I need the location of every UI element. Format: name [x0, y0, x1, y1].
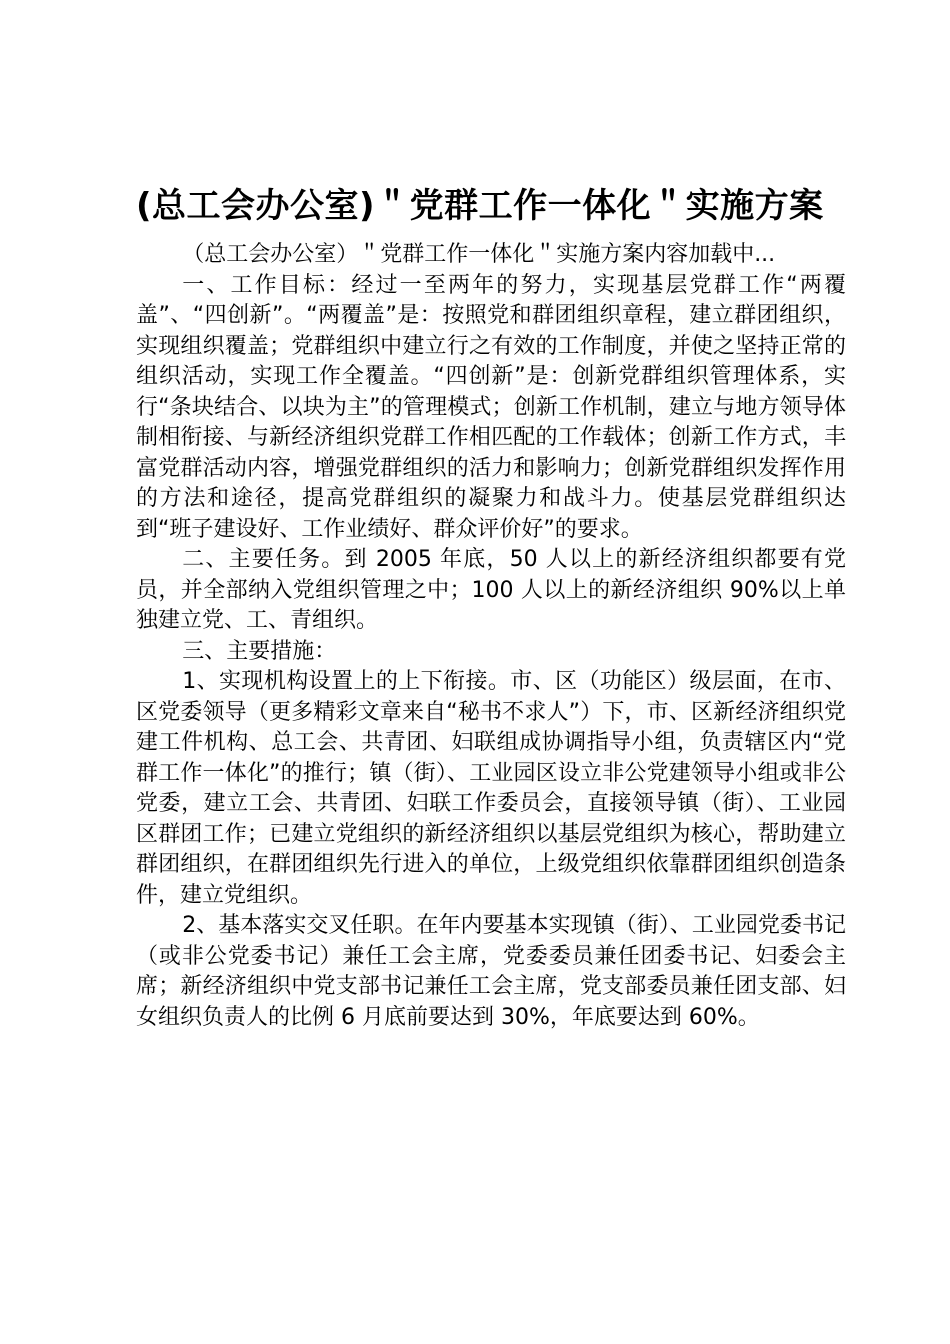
document-page — [136, 180, 846, 1033]
document-title: (总工会办公室)＂党群工作一体化＂实施方案 — [136, 186, 824, 226]
document-body — [136, 240, 846, 1033]
measures-heading: 三、主要措施： — [182, 638, 337, 664]
task-paragraph: 二、主要任务。到 2005 年底，50 人以上的新经济组织都要有党员，并全部纳入党组织管理之中；100 人以上的新经济组织 90%以上单独建立党、工、青组织。 — [136, 547, 846, 633]
measure-1-paragraph: 1、实现机构设置上的上下衔接。市、区（功能区）级层面，在市、区党委领导（更多精彩文章来自“秘书不求人”）下，市、区新经济组织党建工件机构、总工会、共青团、妇联组成协调指导小组，负责辖区内“党群工作一体化”的推行；镇（街）、工业园区设立非公党建领导小组或非公党委，建立工会、共青团、妇联工作委员会，直接领导镇（街）、工业园区群团工作；已建立党组织的新经济组织以基层党组织为核心，帮助建立群团组织，在群团组织先行进入的单位，上级党组织依靠群团组织创造条件，建立党组织。 — [136, 669, 846, 908]
goal-paragraph: 一、工作目标：经过一至两年的努力，实现基层党群工作“两覆盖”、“四创新”。“两覆盖”是：按照党和群团组织章程，建立群团组织，实现组织覆盖；党群组织中建立行之有效的工作制度，并使之坚持正常的组织活动，实现工作全覆盖。“四创新”是：创新党群组织管理体系，实行“条块结合、以块为主”的管理模式；创新工作机制，建立与地方领导体制相衔接、与新经济组织党群工作相匹配的工作载体；创新工作方式，丰富党群活动内容，增强党群组织的活力和影响力；创新党群组织发挥作用的方法和途径，提高党群组织的凝聚力和战斗力。使基层党群组织达到“班子建设好、工作业绩好、群众评价好”的要求。 — [136, 272, 846, 542]
intro-paragraph: （总工会办公室）＂党群工作一体化＂实施方案内容加载中... — [182, 242, 776, 267]
measure-2-paragraph: 2、基本落实交叉任职。在年内要基本实现镇（街）、工业园党委书记（或非公党委书记）兼任工会主席，党委委员兼任团委书记、妇委会主席；新经济组织中党支部书记兼任工会主席，党支部委员兼任团支部、妇女组织负责人的比例 6 月底前要达到 30%，年底要达到 60%。 — [136, 913, 846, 1030]
